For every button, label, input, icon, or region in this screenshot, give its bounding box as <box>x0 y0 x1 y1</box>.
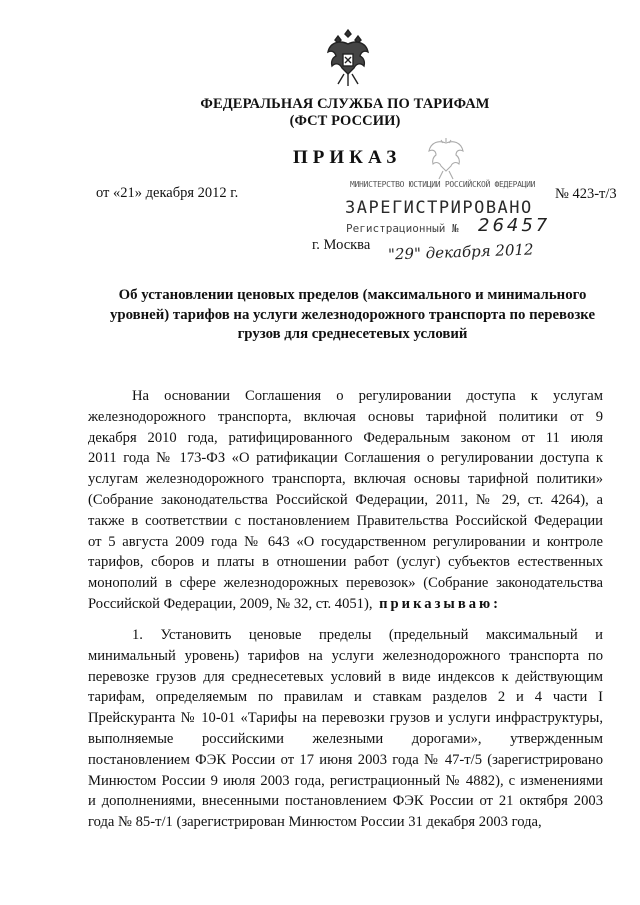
body-text-line: постановлением ФЭК России от 17 июня 2003 года № 47-т/5 (зарегистрировано <box>88 751 603 768</box>
body-text-line: декабря 2010 года, ратифицированного Федеральным законом от 11 июля <box>88 429 603 446</box>
body-text-line: Минюстом России 9 июля 2003 года, регистрационный № 4882), с изменениями <box>88 772 603 789</box>
registration-stamp-ministry: МИНИСТЕРСТВО ЮСТИЦИИ РОССИЙСКОЙ ФЕДЕРАЦИИ <box>350 180 536 189</box>
body-text-line: услугам железнодорожного транспорта, включая основы тарифной политики» <box>88 471 603 488</box>
body-text-line: перевозке грузов для среднесетевых условий в виде индексов к действующим <box>88 668 603 685</box>
body-text-line: тарифов, сборов и платы в отношении работ (услуг) субъектов естественных <box>88 554 603 571</box>
issue-city: г. Москва <box>312 237 371 253</box>
document-type-title: ПРИКАЗ <box>293 147 402 168</box>
body-text-line: Прейскуранта № 10-01 «Тарифы на перевозки грузов и услуги инфраструктуры, <box>88 710 603 727</box>
body-text-line: На основании Соглашения о регулировании доступа к услугам <box>132 388 603 404</box>
stamp-emblem-icon <box>427 137 465 181</box>
registration-number-label: Регистрационный № <box>346 222 459 235</box>
order-subject: Об установлении ценовых пределов (максимального и минимального уровней) тарифов на услуги железнодорожного транспорта по перевозке грузов для среднесетевых условий <box>109 287 596 342</box>
body-text-line: тарифам, определяемым по правилам и ставкам разделов 2 и 4 части I <box>88 689 603 706</box>
order-directive-word: приказываю: <box>372 596 502 612</box>
body-text-line: железнодорожного транспорта, включая основы тарифной политики от 9 <box>88 408 603 425</box>
body-text-line: 1. Установить ценовые пределы (предельный максимальный и <box>132 627 603 643</box>
registration-number: 26457 <box>478 215 551 236</box>
body-text-line: минимальный уровень) тарифов на услуги железнодорожного транспорта по <box>88 647 603 664</box>
body-text-line: от 5 августа 2009 года № 643 «О государственном регулировании и контроле <box>88 533 603 550</box>
registration-date: "29" декабря 2012 <box>387 240 534 264</box>
body-text-line: также в соответствии с постановлением Правительства Российской Федерации <box>88 512 603 529</box>
registration-stamp-title: ЗАРЕГИСТРИРОВАНО <box>345 198 533 218</box>
agency-abbreviation: (ФСТ РОССИИ) <box>289 113 401 129</box>
body-text-line: 2011 года № 173-ФЗ «О ратификации Соглашения о регулировании доступа к <box>88 450 603 467</box>
order-number: № 423-т/3 <box>555 186 617 202</box>
body-text-line: выполняемые российскими железными дорогами», утвержденным <box>88 731 603 747</box>
body-text-line: и дополнениями, внесенными постановлением ФЭК России от 21 октября 2003 <box>88 793 603 810</box>
body-text-line: года № 85-т/1 (зарегистрирован Минюстом России 31 декабря 2003 года, <box>88 814 542 831</box>
body-text-line: монополий в сфере железнодорожных перевозок» (Собрание законодательства <box>88 575 603 592</box>
body-text-line: (Собрание законодательства Российской Федерации, 2011, № 29, ст. 4264), а <box>88 492 603 508</box>
body-text-line: Российской Федерации, 2009, № 32, ст. 4051), приказываю: <box>88 596 502 612</box>
order-date: от «21» декабря 2012 г. <box>96 185 239 201</box>
coat-of-arms-icon <box>326 28 370 90</box>
agency-name: ФЕДЕРАЛЬНАЯ СЛУЖБА ПО ТАРИФАМ <box>200 96 490 112</box>
